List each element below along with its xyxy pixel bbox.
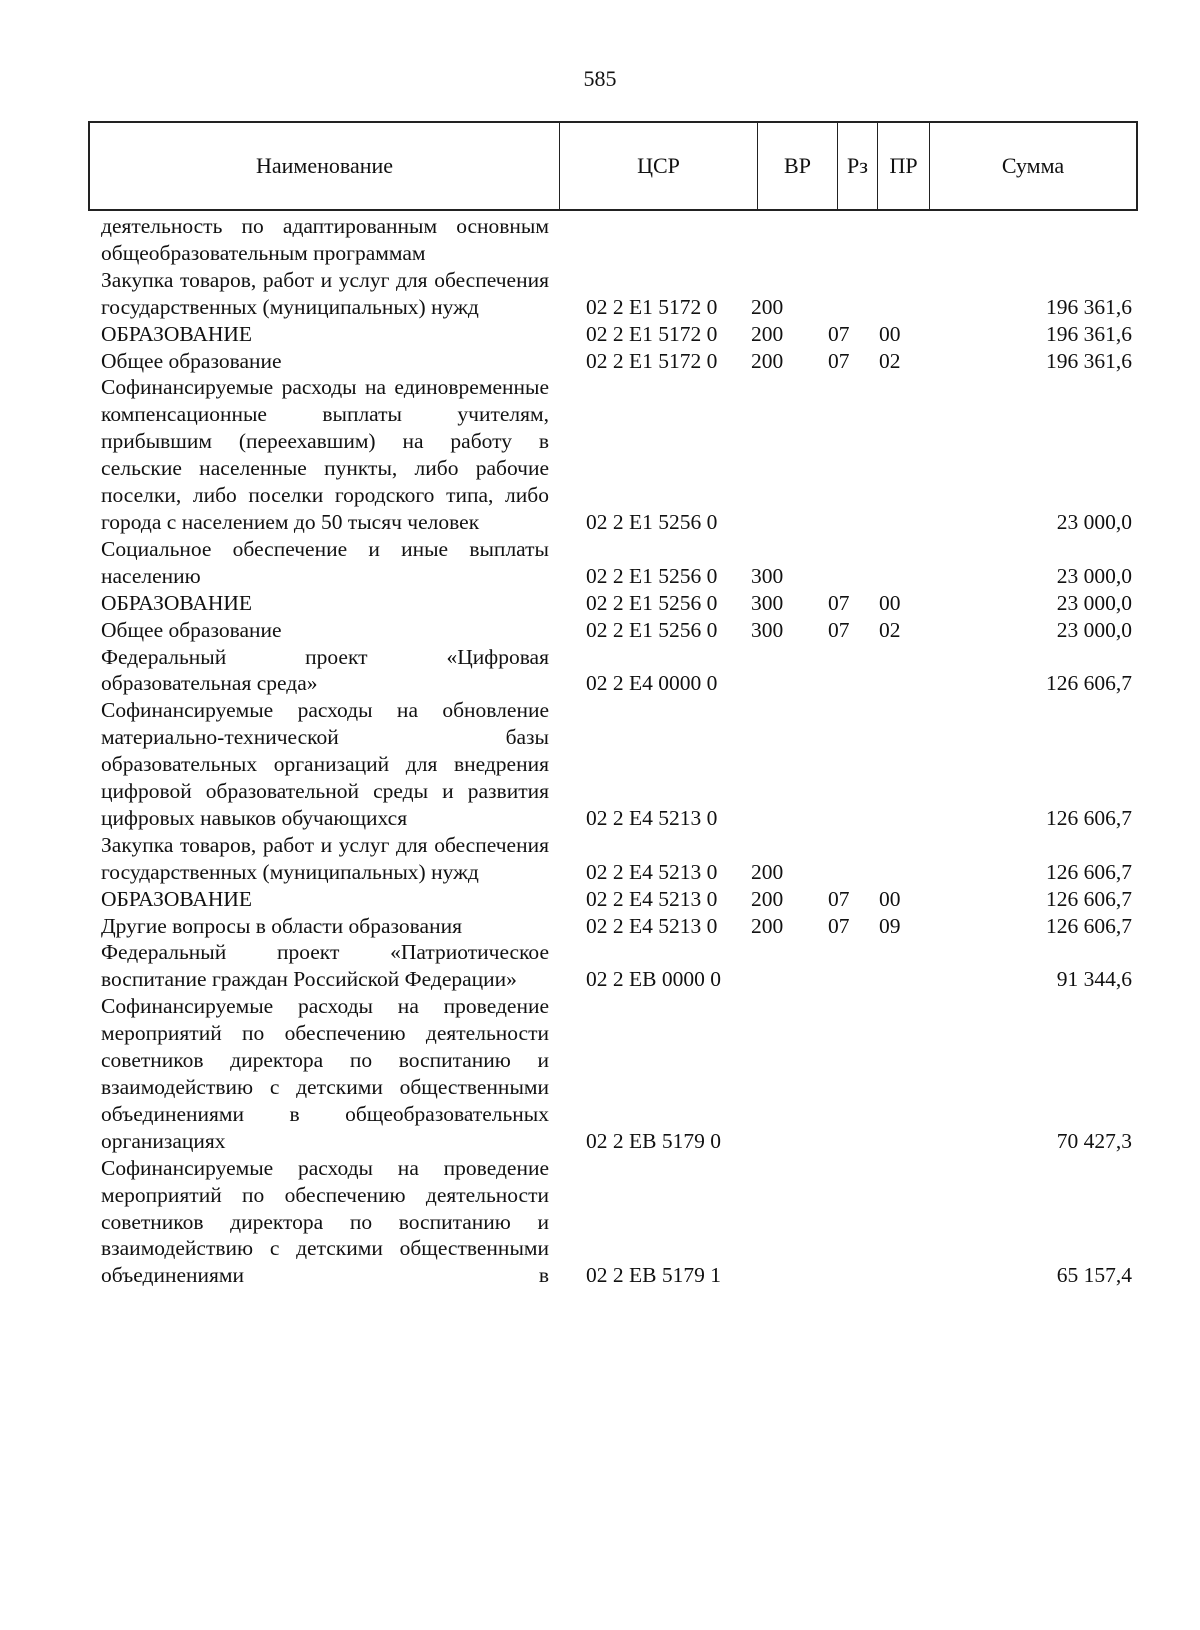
row-name: Другие вопросы в области образования <box>101 913 462 938</box>
row-name: Общее образование <box>101 348 282 373</box>
table-row <box>101 993 1138 1154</box>
row-csr: 02 2 E1 5256 0 <box>586 563 718 588</box>
row-name: Федеральный проект «Патриотическое воспитание граждан Российской Федерации» <box>101 940 549 992</box>
row-csr: 02 2 EB 0000 0 <box>586 967 721 992</box>
table-row <box>101 697 1138 832</box>
row-pr: 09 <box>879 913 901 938</box>
table-body <box>101 213 1138 1289</box>
table-row <box>101 321 1138 348</box>
table-row <box>101 590 1138 617</box>
row-sum: 23 000,0 <box>1056 590 1132 615</box>
row-name: Федеральный проект «Цифровая образовательная среда» <box>101 644 549 696</box>
row-vr: 200 <box>751 913 784 938</box>
column-header-sum: Сумма <box>1001 153 1065 178</box>
table-row <box>101 939 1138 993</box>
row-sum: 126 606,7 <box>1046 859 1132 884</box>
row-name: ОБРАЗОВАНИЕ <box>101 321 253 346</box>
row-csr: 02 2 E4 0000 0 <box>586 671 718 696</box>
row-name: Социальное обеспечение и иные выплаты населению <box>101 536 549 588</box>
row-sum: 126 606,7 <box>1046 886 1132 911</box>
row-sum: 65 157,4 <box>1056 1263 1132 1288</box>
row-csr: 02 2 E4 5213 0 <box>586 886 718 911</box>
row-csr: 02 2 E1 5172 0 <box>586 348 718 373</box>
row-name: Закупка товаров, работ и услуг для обеспечения государственных (муниципальных) нужд <box>101 832 549 884</box>
row-rz: 07 <box>828 590 850 615</box>
row-csr: 02 2 E1 5256 0 <box>586 617 718 642</box>
row-sum: 91 344,6 <box>1056 967 1132 992</box>
row-name: Софинансируемые расходы на проведение мероприятий по обеспечению деятельности советников директора по воспитанию и взаимодействию с детскими общественными объединениями в <box>101 1155 549 1288</box>
page-number: 585 <box>583 66 617 91</box>
table-row <box>101 617 1138 644</box>
row-name: Софинансируемые расходы на проведение мероприятий по обеспечению деятельности советников директора по воспитанию и взаимодействию с детскими общественными объединениями в общеобразовательных организациях <box>101 994 549 1153</box>
column-header-name: Наименование <box>90 123 560 209</box>
row-csr: 02 2 E1 5256 0 <box>586 509 718 534</box>
row-sum: 23 000,0 <box>1056 509 1132 534</box>
table-row <box>101 374 1138 535</box>
row-name: Общее образование <box>101 617 282 642</box>
row-vr: 200 <box>751 321 784 346</box>
row-vr: 200 <box>751 859 784 884</box>
row-sum: 23 000,0 <box>1056 617 1132 642</box>
row-sum: 23 000,0 <box>1056 563 1132 588</box>
row-pr: 02 <box>879 348 901 373</box>
row-pr: 00 <box>879 321 901 346</box>
row-sum: 126 606,7 <box>1046 805 1132 830</box>
row-sum: 196 361,6 <box>1046 321 1132 346</box>
row-vr: 200 <box>751 886 784 911</box>
row-sum: 196 361,6 <box>1046 348 1132 373</box>
row-vr: 200 <box>751 348 784 373</box>
row-sum: 126 606,7 <box>1046 913 1132 938</box>
table-row <box>101 913 1138 940</box>
table-row <box>101 886 1138 913</box>
row-vr: 200 <box>751 294 784 319</box>
row-vr: 300 <box>751 590 784 615</box>
row-csr: 02 2 E1 5172 0 <box>586 294 718 319</box>
row-pr: 00 <box>879 886 901 911</box>
row-rz: 07 <box>828 321 850 346</box>
row-sum: 70 427,3 <box>1056 1128 1132 1153</box>
row-name: Софинансируемые расходы на единовременные компенсационные выплаты учителям, прибывшим (переехавшим) на работу в сельские населенные пункты, либо рабочие поселки, либо поселки городского типа, либо города с населением до 50 тысяч человек <box>101 375 549 534</box>
row-name: ОБРАЗОВАНИЕ <box>101 590 253 615</box>
table-header <box>88 121 1138 211</box>
column-header-vr: ВР <box>758 123 838 209</box>
row-vr: 300 <box>751 563 784 588</box>
column-header-csr: ЦСР <box>560 123 758 209</box>
row-rz: 07 <box>828 913 850 938</box>
row-csr: 02 2 E4 5213 0 <box>586 913 718 938</box>
table-row <box>101 348 1138 375</box>
column-header-rz: Рз <box>838 123 878 209</box>
row-name: Софинансируемые расходы на обновление материально-технической базы образовательных организаций для внедрения цифровой образовательной среды и развития цифровых навыков обучающихся <box>101 698 549 830</box>
table-row <box>101 1155 1138 1290</box>
row-csr: 02 2 E1 5256 0 <box>586 590 718 615</box>
row-sum: 196 361,6 <box>1046 294 1132 319</box>
table-row <box>101 267 1138 321</box>
column-header-pr: ПР <box>878 123 930 209</box>
row-vr: 300 <box>751 617 784 642</box>
row-pr: 00 <box>879 590 901 615</box>
row-name: Закупка товаров, работ и услуг для обеспечения государственных (муниципальных) нужд <box>101 267 549 319</box>
row-name: ОБРАЗОВАНИЕ <box>101 886 253 911</box>
row-csr: 02 2 EB 5179 0 <box>586 1128 721 1153</box>
row-rz: 07 <box>828 886 850 911</box>
row-csr: 02 2 EB 5179 1 <box>586 1263 721 1288</box>
row-rz: 07 <box>828 348 850 373</box>
row-name: деятельность по адаптированным основным общеобразовательным программам <box>101 214 549 265</box>
table-row <box>101 536 1138 590</box>
row-sum: 126 606,7 <box>1046 671 1132 696</box>
table-row <box>101 832 1138 886</box>
row-csr: 02 2 E4 5213 0 <box>586 805 718 830</box>
table-row <box>101 213 1138 267</box>
row-rz: 07 <box>828 617 850 642</box>
row-csr: 02 2 E4 5213 0 <box>586 859 718 884</box>
table-row <box>101 644 1138 698</box>
row-csr: 02 2 E1 5172 0 <box>586 321 718 346</box>
row-pr: 02 <box>879 617 901 642</box>
